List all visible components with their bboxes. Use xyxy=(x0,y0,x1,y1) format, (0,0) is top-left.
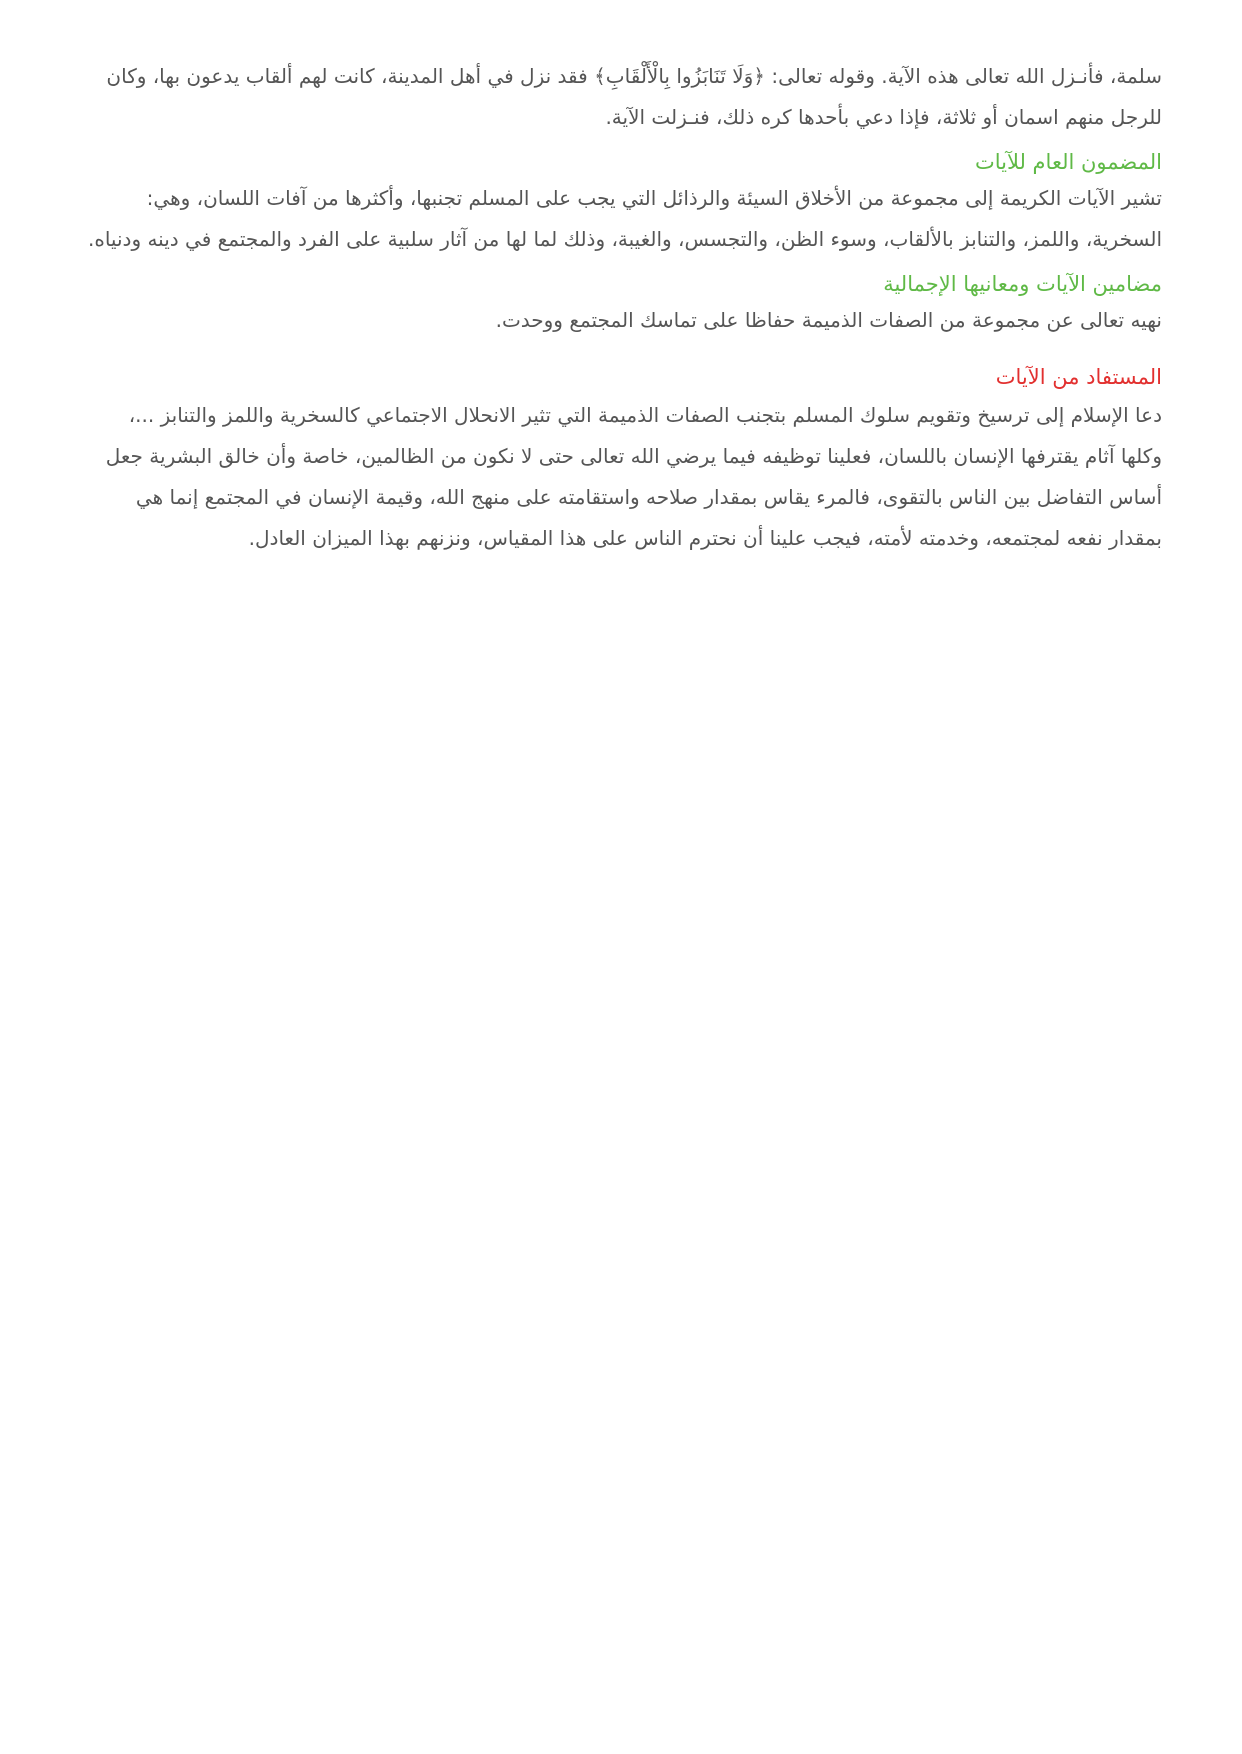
lessons-line-4: بمقدار نفعه لمجتمعه، وخدمته لأمته، فيجب علينا أن نحترم الناس على هذا المقياس، ونزنهم بهذا الميزان العادل. xyxy=(248,526,1162,550)
section-body-lessons xyxy=(82,395,1162,559)
section-title-general-content: المضمون العام للآيات xyxy=(974,150,1162,174)
lessons-line-3: أساس التفاضل بين الناس بالتقوى، فالمرء يقاس بمقدار صلاحه واستقامته على منهج الله، وقيمة الإنسان في المجتمع إنما هي xyxy=(135,485,1162,509)
general-content-line-2: السخرية، واللمز، والتنابز بالألقاب، وسوء الظن، والتجسس، والغيبة، وذلك لما لها من آثار سلبية على الفرد والمجتمع في دينه ودنياه. xyxy=(88,227,1162,251)
intro-line-1: سلمة، فأنـزل الله تعالى هذه الآية. وقوله تعالى: ﴿وَلَا تَنَابَزُوا بِالْأَلْقَابِ﴾ فقد نزل في أهل المدينة، كانت لهم ألقاب يدعون بها، وكان xyxy=(106,64,1162,88)
lessons-line-1: دعا الإسلام إلى ترسيخ وتقويم سلوك المسلم بتجنب الصفات الذميمة التي تثير الانحلال الاجتماعي كالسخرية واللمز والتنابز ...، xyxy=(128,403,1162,427)
section-title-overall-meanings: مضامين الآيات ومعانيها الإجمالية xyxy=(883,272,1162,296)
section-body-general-content xyxy=(82,178,1162,260)
general-content-line-1: تشير الآيات الكريمة إلى مجموعة من الأخلاق السيئة والرذائل التي يجب على المسلم تجنبها، وأكثرها من آفات اللسان، وهي: xyxy=(146,186,1162,210)
lessons-line-2: وكلها آثام يقترفها الإنسان باللسان، فعلينا توظيفه فيما يرضي الله تعالى حتى لا نكون من الظالمين، خاصة وأن خالق البشرية جعل xyxy=(105,444,1162,468)
intro-line-2: للرجل منهم اسمان أو ثلاثة، فإذا دعي بأحدها كره ذلك، فنـزلت الآية. xyxy=(605,105,1162,129)
section-title-lessons: المستفاد من الآيات xyxy=(995,365,1162,389)
document-page xyxy=(82,56,1162,559)
intro-paragraph xyxy=(82,56,1162,138)
overall-meanings-line-1: نهيه تعالى عن مجموعة من الصفات الذميمة حفاظا على تماسك المجتمع ووحدت. xyxy=(495,308,1162,332)
section-body-overall-meanings xyxy=(82,300,1162,341)
